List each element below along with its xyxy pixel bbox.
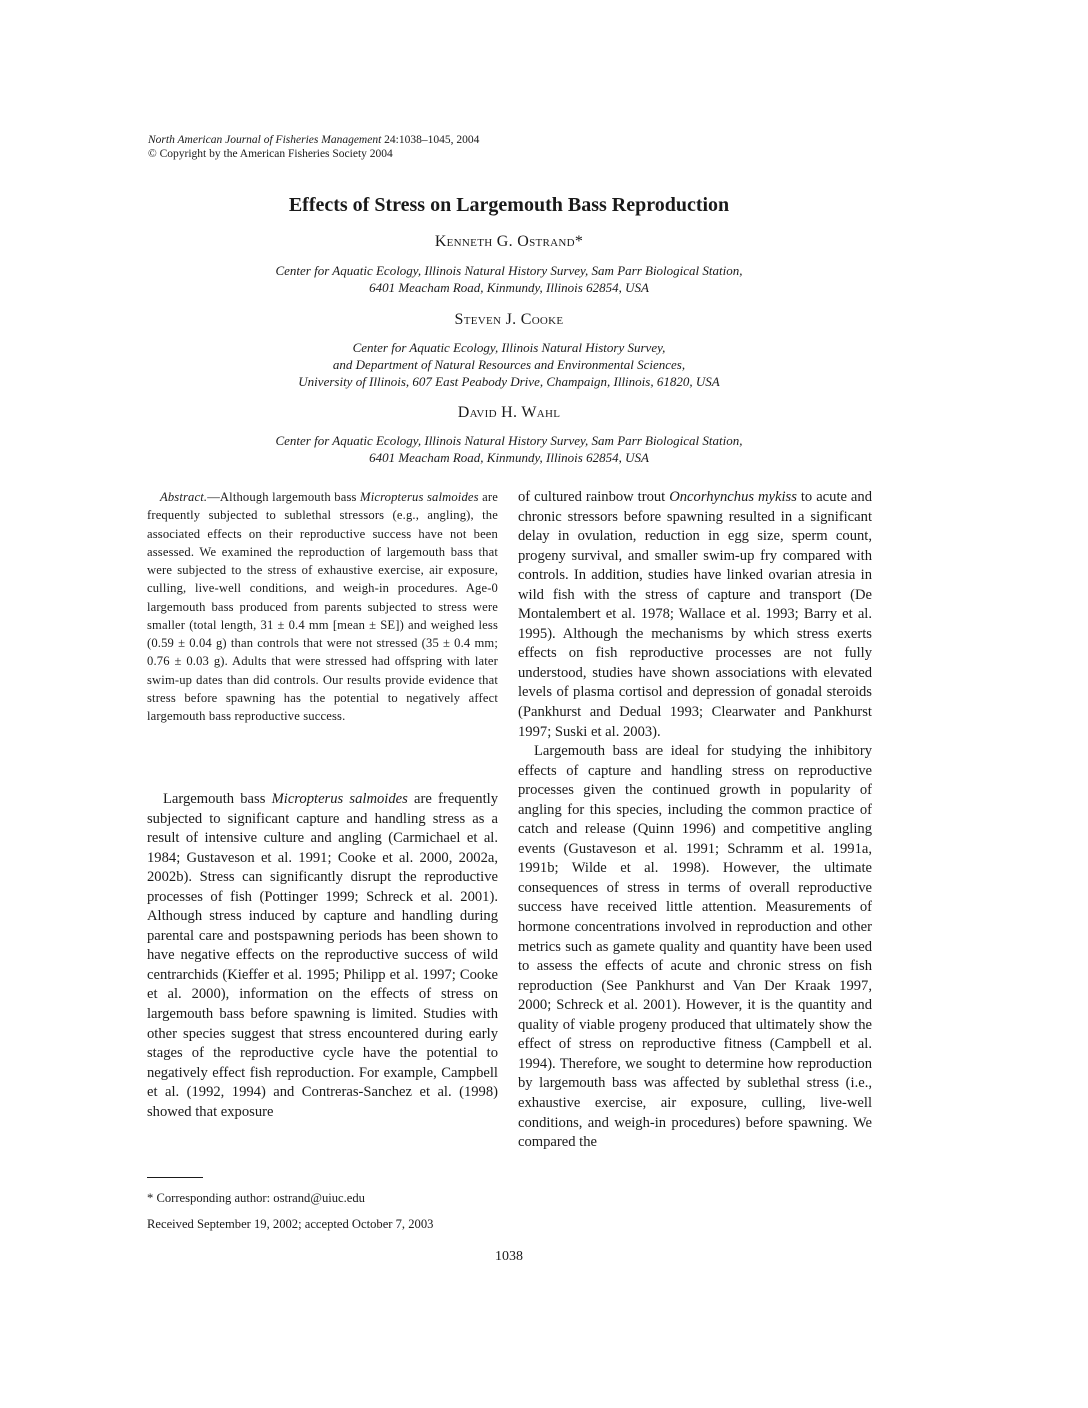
body-text: of cultured rainbow trout bbox=[518, 489, 670, 505]
right-column bbox=[518, 488, 872, 1153]
journal-citation-line bbox=[148, 133, 479, 147]
affiliation-line: Center for Aquatic Ecology, Illinois Natural History Survey, Sam Parr Biological Station, bbox=[275, 433, 743, 448]
author-name: Kenneth G. Ostrand* bbox=[434, 233, 584, 250]
author-name: David H. Wahl bbox=[457, 404, 561, 421]
affiliation-line: University of Illinois, 607 East Peabody Drive, Champaign, Illinois, 61820, USA bbox=[298, 374, 720, 389]
affiliation-line: and Department of Natural Resources and Environmental Sciences, bbox=[332, 357, 686, 372]
author-affiliation bbox=[0, 339, 1018, 390]
body-paragraph: Largemouth bass are ideal for studying the inhibitory effects of capture and handling stress on reproductive processes given the continued growth in popularity of angling for this species, including the common practice of catch and release (Quinn 1996) and competitive angling events (Gustaveson et al. 1991; Schramm et al. 1991a, 1991b; Wilde et al. 1998). However, the ultimate consequences of stress in terms of overall reproductive success have received little attention. Measurements of hormone concentrations involved in reproduction and other metrics such as gamete quality and quantity have been used to assess the effects of acute and chronic stress on fish reproduction (See Pankhurst and Van Der Kraak 1997, 2000; Schreck et al. 2001). However, it is the quantity and quality of viable progeny produced that ultimately show the effect of stress on reproductive fitness (Campbell et al. 1994). Therefore, we sought to determine how reproduction by largemouth bass was affected by sublethal stress (i.e., exhaustive exercise, air exposure, culling, live-well conditions, and weigh-in procedures) before spawning. We compared the bbox=[518, 743, 872, 1151]
body-text: Largemouth bass bbox=[163, 791, 272, 807]
body-paragraph bbox=[518, 488, 872, 742]
affiliation-line: 6401 Meacham Road, Kinmundy, Illinois 62854, USA bbox=[369, 450, 649, 465]
species-name: Micropterus salmoides bbox=[360, 490, 479, 504]
author-name: Steven J. Cooke bbox=[454, 311, 564, 328]
abstract-text: —Although largemouth bass bbox=[207, 490, 361, 504]
affiliation-line: Center for Aquatic Ecology, Illinois Natural History Survey, Sam Parr Biological Station, bbox=[275, 263, 743, 278]
journal-name: North American Journal of Fisheries Management bbox=[148, 134, 382, 146]
article-title: Effects of Stress on Largemouth Bass Reproduction bbox=[288, 194, 730, 216]
journal-citation: 24:1038–1045, 2004 bbox=[384, 134, 480, 146]
left-column bbox=[147, 790, 498, 1122]
abstract-label: Abstract. bbox=[160, 490, 208, 504]
footnote-divider bbox=[147, 1177, 203, 1178]
copyright-line: © Copyright by the American Fisheries Society 2004 bbox=[148, 148, 393, 160]
affiliation-line: 6401 Meacham Road, Kinmundy, Illinois 62854, USA bbox=[369, 280, 649, 295]
species-name: Micropterus salmoides bbox=[271, 791, 408, 807]
affiliation-line: Center for Aquatic Ecology, Illinois Natural History Survey, bbox=[352, 340, 666, 355]
species-name: Oncorhynchus mykiss bbox=[669, 489, 797, 505]
corresponding-author-footnote: * Corresponding author: ostrand@uiuc.edu bbox=[147, 1191, 365, 1205]
page-number: 1038 bbox=[495, 1249, 523, 1264]
received-date-footnote: Received September 19, 2002; accepted October 7, 2003 bbox=[147, 1217, 434, 1231]
body-paragraph bbox=[147, 790, 498, 1122]
body-text: are frequently subjected to significant capture and handling stress as a result of intensive culture and angling (Carmichael et al. 1984; Gustaveson et al. 1991; Cooke et al. 2000, 2002a, 2002b). Stress can significantly disrupt the reproductive processes of fish (Pottinger 1999; Schreck et al. 2001). Although stress induced by capture and handling during parental care and postspawning periods has been shown to have negative effects on the reproductive success of wild centrarchids (Kieffer et al. 1995; Philipp et al. 1997; Cooke et al. 2000), information on the effects of stress on largemouth bass before spawning is limited. Studies with other species suggest that stress encountered during early stages of the reproductive cycle have the potential to negatively effect fish reproduction. For example, Campbell et al. (1992, 1994) and Contreras-Sanchez et al. (1998) showed that exposure bbox=[147, 791, 498, 1120]
abstract-text: are frequently subjected to sublethal stressors (e.g., angling), the associated effects on their reproductive success have not been assessed. We examined the reproduction of largemouth bass that were subjected to the stress of exhaustive exercise, air exposure, culling, live-well conditions, and weigh-in procedures. Age-0 largemouth bass produced from parents subjected to stress were smaller (total length, 31 ± 0.4 mm [mean ± SE]) and weighed less (0.59 ± 0.04 g) than controls that were not stressed (35 ± 0.4 mm; 0.76 ± 0.03 g). Adults that were stressed had offspring with later swim-up dates than did controls. Our results provide evidence that stress before spawning has the potential to negatively affect largemouth bass reproductive success. bbox=[147, 490, 498, 723]
body-text: to acute and chronic stressors before spawning resulted in a significant delay in ovulation, reduction in egg size, sperm count, progeny survival, and smaller swim-up fry compared with controls. In addition, studies have linked ovarian atresia in wild fish with the stress of capture and transport (De Montalembert et al. 1978; Wallace et al. 1993; Barry et al. 1995). Although the mechanisms by which stress exerts effects on fish reproductive processes are not fully understood, studies have shown associations with elevated levels of plasma cortisol and depression of gonadal steroids (Pankhurst and Dedual 1993; Clearwater and Pankhurst 1997; Suski et al. 2003). bbox=[518, 489, 873, 740]
author-affiliation bbox=[0, 432, 1018, 466]
abstract bbox=[147, 488, 498, 725]
journal-header bbox=[148, 133, 479, 161]
author-affiliation bbox=[0, 262, 1018, 296]
